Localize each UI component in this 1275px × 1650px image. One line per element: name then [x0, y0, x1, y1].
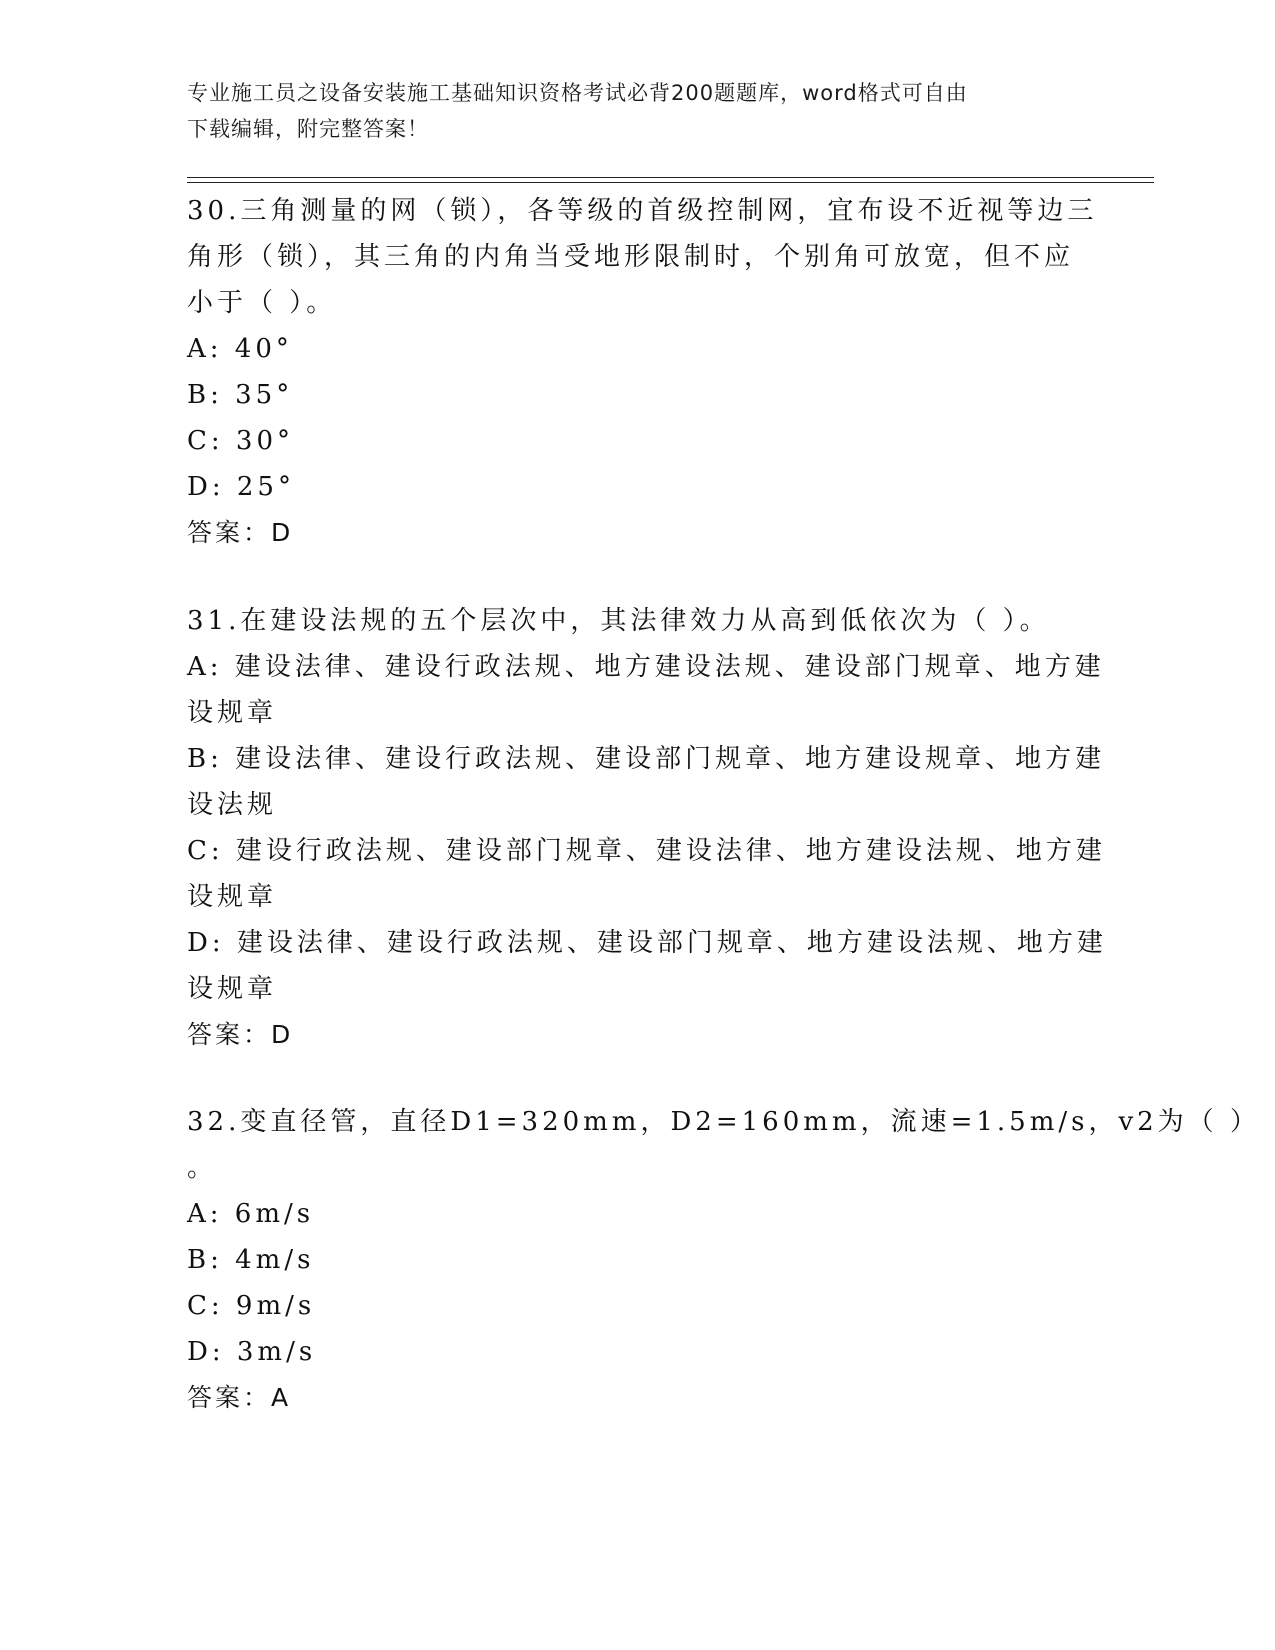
question-31-option-a-line-2: 设规章	[187, 698, 278, 728]
question-32-option-a: A: 6m/s	[187, 1199, 315, 1229]
question-32-stem-line-2: 。	[187, 1153, 218, 1183]
question-31-option-b-line-2: 设法规	[187, 790, 278, 820]
question-30-option-b: B: 35°	[187, 380, 294, 410]
question-31-option-b-line-1: B: 建设法律、建设行政法规、建设部门规章、地方建设规章、地方建	[187, 744, 1106, 774]
header-divider-top	[187, 177, 1154, 178]
question-31	[187, 598, 1107, 1058]
question-31-option-c-line-2: 设规章	[187, 882, 278, 912]
question-32-answer: 答案：A	[187, 1383, 292, 1412]
question-30	[187, 188, 1098, 556]
question-30-stem-line-2: 角形（锁），其三角的内角当受地形限制时，个别角可放宽，但不应	[187, 242, 1075, 272]
question-31-stem-line-1: 31.在建设法规的五个层次中，其法律效力从高到低依次为（ ）。	[187, 606, 1050, 636]
header-title-line-2: 下载编辑，附完整答案！	[187, 117, 429, 141]
question-31-answer: 答案：D	[187, 1020, 294, 1049]
question-30-answer: 答案：D	[187, 518, 294, 547]
header-title-line-1: 专业施工员之设备安装施工基础知识资格考试必背200题题库，word格式可自由	[187, 81, 968, 105]
question-30-option-c: C: 30°	[187, 426, 295, 456]
question-32-stem-line-1: 32.变直径管，直径D1=320mm，D2=160mm，流速=1.5m/s，v2为（ ）	[187, 1107, 1260, 1137]
question-30-stem-line-3: 小于（ ）。	[187, 288, 337, 318]
question-31-option-d-line-1: D: 建设法律、建设行政法规、建设部门规章、地方建设法规、地方建	[187, 928, 1107, 958]
question-30-stem-line-1: 30.三角测量的网（锁），各等级的首级控制网，宜布设不近视等边三	[187, 196, 1098, 226]
header-divider-bottom	[187, 182, 1154, 183]
document-header	[187, 75, 1067, 147]
question-32-option-d: D: 3m/s	[187, 1337, 317, 1367]
question-31-option-a-line-1: A: 建设法律、建设行政法规、地方建设法规、建设部门规章、地方建	[187, 652, 1105, 682]
question-32-option-c: C: 9m/s	[187, 1291, 316, 1321]
question-31-option-d-line-2: 设规章	[187, 974, 278, 1004]
question-32-option-b: B: 4m/s	[187, 1245, 315, 1275]
question-30-option-a: A: 40°	[187, 334, 293, 364]
question-32	[187, 1099, 1260, 1421]
question-31-option-c-line-1: C: 建设行政法规、建设部门规章、建设法律、地方建设法规、地方建	[187, 836, 1106, 866]
question-30-option-d: D: 25°	[187, 472, 295, 502]
